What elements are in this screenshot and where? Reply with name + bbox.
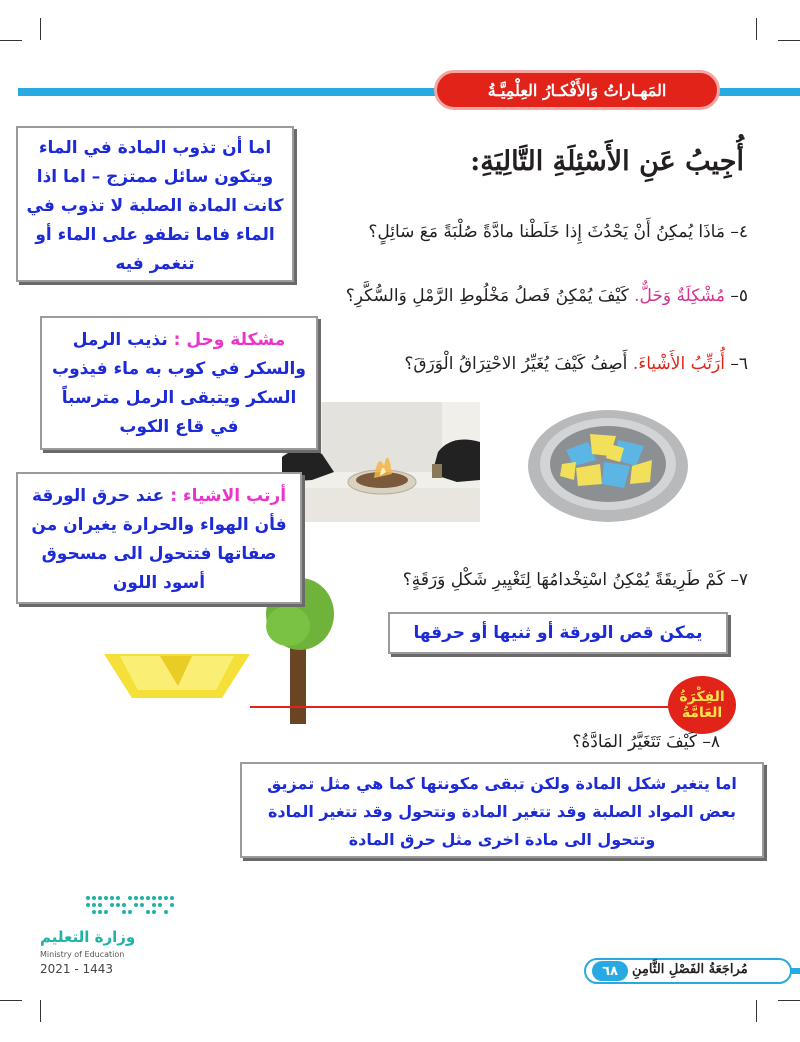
- section-header-label: المَهـاراتُ وَالأَفْكـارُ العِلْمِيَّـةُ: [487, 80, 667, 100]
- crop-mark: [0, 40, 22, 41]
- crop-mark: [40, 18, 41, 40]
- answer-text: عند حرق الورقة فأن الهواء والحرارة يغيران من صفاتها فتتحول الى مسحوق أسود اللون: [31, 486, 287, 593]
- answer-text: اما أن تذوب المادة في الماء ويتكون سائل ممتزج – اما اذا كانت المادة الصلبة لا تذوب في الماء فاما تطفو على الماء أو تنغمر فيه: [26, 138, 284, 274]
- page-title: أُجِيبُ عَنِ الأَسْئِلَةِ التَّالِيَةِ:: [470, 146, 744, 177]
- question-7: [403, 570, 748, 590]
- crop-mark: [40, 1000, 41, 1022]
- answer-text: يمكن قص الورقة أو ثنيها أو حرقها: [413, 623, 703, 643]
- answer-text: اما يتغير شكل المادة ولكن تبقى مكونتها كما هي مثل تمزيق بعض المواد الصلبة وقد تتغير المادة وتتحول وقد تتغير المادة وتتحول الى مادة اخرى مثل حرق المادة: [267, 774, 737, 849]
- header-rule: [716, 88, 800, 96]
- question-6: [404, 354, 748, 374]
- question-text: كَيْفَ يُمْكِنُ فَصلُ مَخْلُوطِ الرَّمْلِ وَالسُّكَّرِ؟: [345, 286, 629, 306]
- skill-label: مُشْكِلَةٌ وَحَلٌّ.: [634, 286, 725, 306]
- question-5: [346, 286, 748, 306]
- question-8: [572, 732, 720, 752]
- answer-label: مشكلة وحل :: [173, 330, 286, 350]
- crop-mark: [756, 18, 757, 40]
- crop-mark: [756, 1000, 757, 1022]
- question-text: كَمْ طَرِيقَةً يُمْكِنُ اسْتِخْدامُهَا لِتَغْيِيرِ شَكْلِ وَرَقَةٍ؟: [402, 570, 725, 590]
- big-idea-badge: [668, 676, 736, 734]
- question-4: [368, 222, 748, 242]
- question-text: كَيْفَ تَتَغَيَّرُ المَادَّةُ؟: [572, 732, 697, 752]
- answer-box-8: [240, 762, 764, 858]
- big-idea-line1: الفِكْرَةُ: [679, 689, 725, 705]
- skill-label: أُرَتِّبُ الأَشْياءَ.: [632, 354, 725, 374]
- big-idea-line2: العَامَّةُ: [681, 705, 723, 721]
- big-idea-rule: [250, 706, 680, 708]
- question-text: أَصِفُ كَيْفَ يُغَيِّرُ الاحْتِرَاقُ الْوَرَقَ؟: [404, 354, 628, 374]
- header-rule: [18, 88, 438, 96]
- ministry-name-arabic: وزارة التعليم: [40, 928, 136, 946]
- answer-box-5: [40, 316, 318, 450]
- crop-mark: [778, 40, 800, 41]
- answer-box-6: [16, 472, 302, 604]
- edition-year: 2021 - 1443: [40, 962, 114, 976]
- question-text: مَاذَا يُمكِنُ أَنْ يَحْدُثَ إِذا خَلَطْنا مادَّةً صُلْبَةً مَعَ سَائِلٍ؟: [368, 222, 725, 242]
- page-number: ٦٨: [592, 961, 628, 981]
- chapter-label: مُراجَعَةُ الفَصْلِ الثَّامِنِ: [632, 962, 748, 977]
- ministry-logo-icon: [84, 892, 176, 920]
- answer-label: أرتب الاشياء :: [170, 486, 287, 506]
- question-number: ٥–: [730, 286, 748, 306]
- paper-boat-illustration: [104, 646, 250, 702]
- crop-mark: [778, 1000, 800, 1001]
- answer-box-4: [16, 126, 294, 282]
- section-header: [434, 70, 720, 110]
- question-number: ٦–: [730, 354, 748, 374]
- question-number: ٤–: [730, 222, 748, 242]
- ministry-name-english: Ministry of Education: [40, 950, 125, 959]
- question-number: ٧–: [730, 570, 748, 590]
- paper-bowl-photo: [526, 404, 690, 524]
- answer-box-7: [388, 612, 728, 654]
- answer-text: نذيب الرمل والسكر في كوب به ماء فيذوب السكر ويتبقى الرمل مترسباً في قاع الكوب: [52, 330, 306, 437]
- crop-mark: [0, 1000, 22, 1001]
- question-number: ٨–: [702, 732, 720, 752]
